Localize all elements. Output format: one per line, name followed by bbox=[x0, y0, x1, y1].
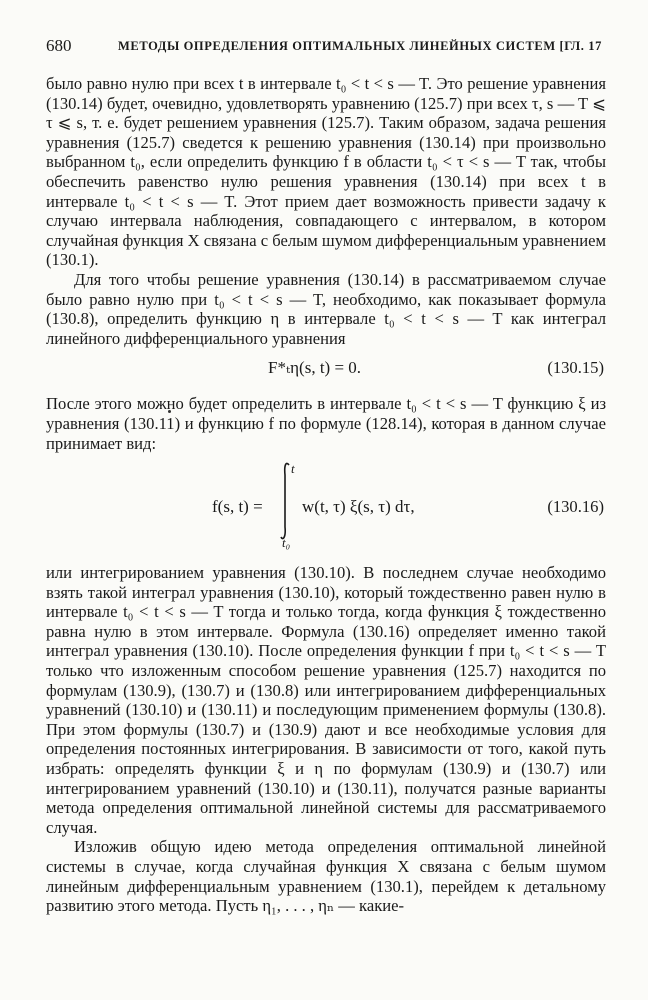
equation-130-15 bbox=[46, 350, 606, 390]
body-text bbox=[46, 74, 606, 916]
paragraph-2: Для того чтобы решение уравнения (130.14) в рассматриваемом случае было равно нулю при t₀ < t < s — T, необходимо, как показывает формула (130.8), определить функцию η в интервале t₀ < t < s — T как интеграл линейного дифференциального уравнения bbox=[46, 269, 606, 348]
paragraph-3: После этого можно будет определить в интервале t₀ < t < s — T функцию ξ из уравнения (130.11) и функцию f по формуле (128.14), которая в данном случае принимает вид: bbox=[46, 394, 606, 453]
equation-130-16 bbox=[46, 453, 606, 563]
equation-lhs: f(s, t) = bbox=[212, 497, 263, 517]
equation-number: (130.15) bbox=[547, 358, 604, 378]
running-title: МЕТОДЫ ОПРЕДЕЛЕНИЯ ОПТИМАЛЬНЫХ ЛИНЕЙНЫХ СИСТЕМ [ГЛ. 17 bbox=[118, 39, 602, 53]
page-header bbox=[46, 36, 606, 62]
equation-body: F*ₜη(s, t) = 0. bbox=[268, 358, 362, 378]
integral-upper-limit: t bbox=[291, 461, 295, 477]
integral-sign-icon bbox=[278, 461, 292, 541]
integral-lower-limit: t₀ bbox=[282, 535, 291, 551]
paragraph-4: или интегрированием уравнения (130.10). В последнем случае необходимо взять такой интеграл уравнения (130.10), который тождественно равен нулю в интервале t₀ < t < s — T тогда и только тогда, когда функция ξ тождественно равна нулю в этом интервале. Формула (130.16) определяет именно такой интеграл уравнения (130.10). После определения функции f при t₀ < t < s — T только что изложенным способом решение уравнения (125.7) находится по формулам (130.9), (130.7) и (130.8) или интегрированием дифференциальных уравнений (130.10) и (130.11) и последующим применением формулы (130.8). При этом формулы (130.7) и (130.9) дают и все необходимые условия для определения постоянных интегрирования. В зависимости от того, какой путь избрать: определять функции ξ и η по формулам (130.9) и (130.7) или интегрированием уравнений (130.10) и (130.11), получатся разные варианты метода определения оптимальной линейной системы для рассматриваемого случая. bbox=[46, 563, 606, 837]
paragraph-5: Изложив общую идею метода определения оптимальной линейной системы в случае, когда случайная функция X связана с белым шумом линейным дифференциальным уравнением (130.1), перейдем к детальному развитию этого метода. Пусть η₁, . . . , ηₙ — какие- bbox=[46, 837, 606, 916]
paragraph-1: было равно нулю при всех t в интервале t₀ < t < s — T. Это решение уравнения (130.14) будет, очевидно, удовлетворять уравнению (125.7) при всех τ, s — T ⩽ τ ⩽ s, т. е. будет решением уравнения (125.7). Таким образом, задача решения уравнения (125.7) сведется к решению уравнения (130.14) при произвольно выбранном t₀, если определить функцию f в области t₀ < τ < s — T так, чтобы обеспечить равенство нулю решения уравнения (130.14) при всех t в интервале t₀ < t < s — T. Этот прием дает возможность привести задачу к случаю интервала наблюдения, совпадающего с интервалом, в котором случайная функция X связана с белым шумом дифференциальным уравнением (130.1). bbox=[46, 74, 607, 270]
equation-number: (130.16) bbox=[547, 497, 604, 517]
page-number: 680 bbox=[46, 36, 72, 55]
equation-integrand: w(t, τ) ξ(s, τ) dτ, bbox=[302, 497, 415, 517]
